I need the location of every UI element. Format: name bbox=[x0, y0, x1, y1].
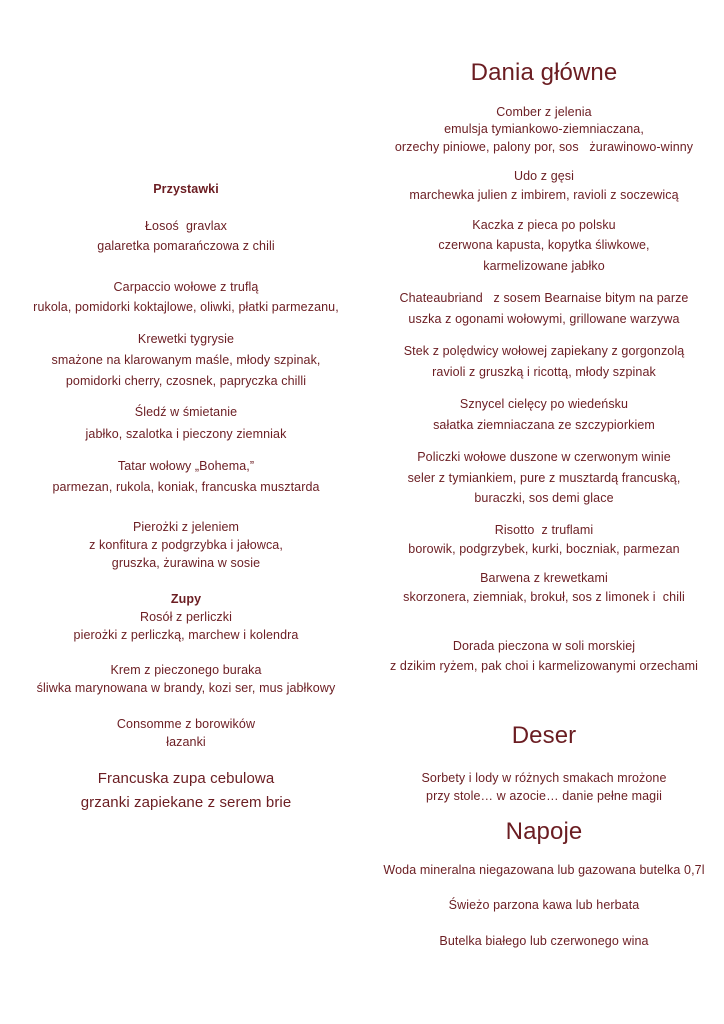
menu-item-desc: przy stole… w azocie… danie pełne magii bbox=[426, 789, 662, 803]
przystawki-heading: Przystawki bbox=[153, 182, 219, 196]
menu-item-name: Tatar wołowy „Bohema,” bbox=[117, 459, 255, 473]
menu-item-desc: czerwona kapusta, kopytka śliwkowe, bbox=[438, 238, 650, 252]
menu-item-desc: łazanki bbox=[166, 735, 206, 749]
menu-item-desc: orzechy piniowe, palony por, sos żurawinowo-winny bbox=[394, 140, 694, 154]
menu-item-desc: parmezan, rukola, koniak, francuska musztarda bbox=[52, 480, 320, 494]
menu-item-name: Krewetki tygrysie bbox=[137, 332, 235, 346]
menu-item-desc: śliwka marynowana w brandy, kozi ser, mus jabłkowy bbox=[36, 681, 336, 695]
menu-item-name: Policzki wołowe duszone w czerwonym winie bbox=[417, 450, 671, 464]
menu-item-desc: karmelizowane jabłko bbox=[483, 259, 605, 273]
menu-item-desc: seler z tymiankiem, pure z musztardą francuską, bbox=[407, 471, 681, 485]
menu-item-name: Stek z polędwicy wołowej zapiekany z gorgonzolą bbox=[403, 344, 685, 358]
menu-item-desc: rukola, pomidorki koktajlowe, oliwki, płatki parmezanu, bbox=[33, 300, 339, 314]
drink-item: Butelka białego lub czerwonego wina bbox=[439, 934, 649, 948]
menu-item-name: Kaczka z pieca po polsku bbox=[472, 218, 616, 232]
menu-item-name: Francuska zupa cebulowa bbox=[97, 770, 275, 787]
menu-item-desc: pierożki z perliczką, marchew i kolendra bbox=[73, 628, 299, 642]
napoje-heading: Napoje bbox=[505, 818, 583, 845]
menu-item-desc: buraczki, sos demi glace bbox=[474, 491, 614, 505]
deser-heading: Deser bbox=[511, 722, 577, 749]
menu-item-desc: z dzikim ryżem, pak choi i karmelizowanymi orzechami bbox=[389, 659, 699, 673]
menu-item-name: Carpaccio wołowe z truflą bbox=[113, 280, 259, 294]
menu-item-name: Łosoś gravlax bbox=[145, 219, 227, 233]
menu-item-name: Chateaubriand z sosem Bearnaise bitym na parze bbox=[399, 291, 689, 305]
drink-item: Woda mineralna niegazowana lub gazowana butelka 0,7l bbox=[383, 863, 705, 877]
zupy-heading: Zupy bbox=[170, 592, 202, 606]
menu-item-desc: uszka z ogonami wołowymi, grillowane warzywa bbox=[408, 312, 680, 326]
menu-item-name: Udo z gęsi bbox=[513, 169, 575, 183]
menu-item-desc: sałatka ziemniaczana ze szczypiorkiem bbox=[433, 418, 655, 432]
menu-item-name: Sznycel cielęcy po wiedeńsku bbox=[459, 397, 629, 411]
menu-item-name: Consomme z borowików bbox=[116, 717, 256, 731]
menu-item-name: Krem z pieczonego buraka bbox=[110, 663, 262, 677]
menu-item-desc: gruszka, żurawina w sosie bbox=[111, 556, 261, 570]
menu-item-name: Śledź w śmietanie bbox=[134, 405, 238, 419]
menu-item-name: Risotto z truflami bbox=[494, 523, 594, 537]
menu-item-name: Comber z jelenia bbox=[496, 105, 592, 119]
dania-glowne-heading: Dania główne bbox=[470, 59, 618, 86]
menu-item-desc: grzanki zapiekane z serem brie bbox=[80, 794, 292, 811]
menu-item-desc: smażone na klarowanym maśle, młody szpinak, bbox=[51, 353, 321, 367]
menu-item-desc: borowik, podgrzybek, kurki, boczniak, parmezan bbox=[408, 542, 680, 556]
menu-item-name: Pierożki z jeleniem bbox=[132, 520, 240, 534]
menu-item-name: Dorada pieczona w soli morskiej bbox=[452, 639, 636, 653]
menu-item-desc: skorzonera, ziemniak, brokuł, sos z limonek i chili bbox=[403, 590, 685, 604]
menu-item-desc: emulsja tymiankowo-ziemniaczana, bbox=[444, 122, 644, 136]
menu-item-name: Barwena z krewetkami bbox=[480, 571, 608, 585]
menu-item-desc: ravioli z gruszką i ricottą, młody szpinak bbox=[432, 365, 656, 379]
menu-item-desc: galaretka pomarańczowa z chili bbox=[97, 239, 275, 253]
drink-item: Świeżo parzona kawa lub herbata bbox=[448, 898, 640, 912]
menu-item-desc: marchewka julien z imbirem, ravioli z soczewicą bbox=[409, 188, 679, 202]
menu-item-desc: z konfitura z podgrzybka i jałowca, bbox=[89, 538, 283, 552]
menu-item-desc: Sorbety i lody w różnych smakach mrożone bbox=[421, 771, 667, 785]
menu-item-desc: pomidorki cherry, czosnek, papryczka chilli bbox=[65, 374, 307, 388]
menu-item-name: Rosół z perliczki bbox=[139, 610, 233, 624]
menu-item-desc: jabłko, szalotka i pieczony ziemniak bbox=[85, 427, 287, 441]
